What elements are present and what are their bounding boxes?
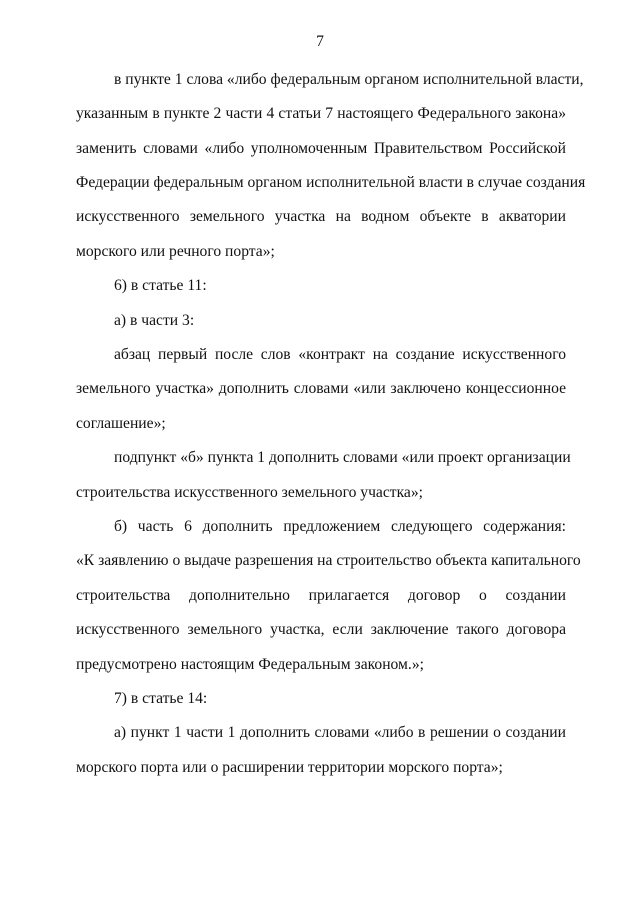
text-line: земельного участка» дополнить словами «или заключено концессионное (76, 380, 566, 397)
text-line: предусмотрено настоящим Федеральным законом.»; (76, 656, 424, 673)
text-line: строительства дополнительно прилагается договор о создании (76, 587, 566, 604)
text-line: Федерации федеральным органом исполнительной власти в случае создания (76, 174, 586, 191)
text-line: указанным в пункте 2 части 4 статьи 7 настоящего Федерального закона» (76, 105, 566, 122)
text-line: искусственного земельного участка на водном объекте в акватории (76, 208, 566, 225)
page-number: 7 (316, 33, 324, 50)
text-line: 6) в статье 11: (114, 277, 207, 294)
text-line: строительства искусственного земельного участка»; (76, 484, 423, 501)
text-line: морского порта или о расширении территории морского порта»; (76, 759, 503, 776)
text-line: подпункт «б» пункта 1 дополнить словами «или проект организации (114, 449, 571, 466)
text-line: искусственного земельного участка, если заключение такого договора (76, 621, 566, 638)
text-line: заменить словами «либо уполномоченным Правительством Российской (76, 140, 566, 157)
text-line: б) часть 6 дополнить предложением следующего содержания: (114, 518, 566, 535)
text-line: «К заявлению о выдаче разрешения на строительство объекта капитального (76, 552, 581, 569)
text-line: в пункте 1 слова «либо федеральным органом исполнительной власти, (114, 71, 584, 88)
text-line: а) в части 3: (114, 312, 195, 329)
text-line: соглашение»; (76, 415, 166, 432)
text-line: 7) в статье 14: (114, 690, 208, 707)
text-line: абзац первый после слов «контракт на создание искусственного (114, 346, 566, 363)
text-line: а) пункт 1 части 1 дополнить словами «либо в решении о создании (114, 724, 566, 741)
text-line: морского или речного порта»; (76, 243, 275, 260)
